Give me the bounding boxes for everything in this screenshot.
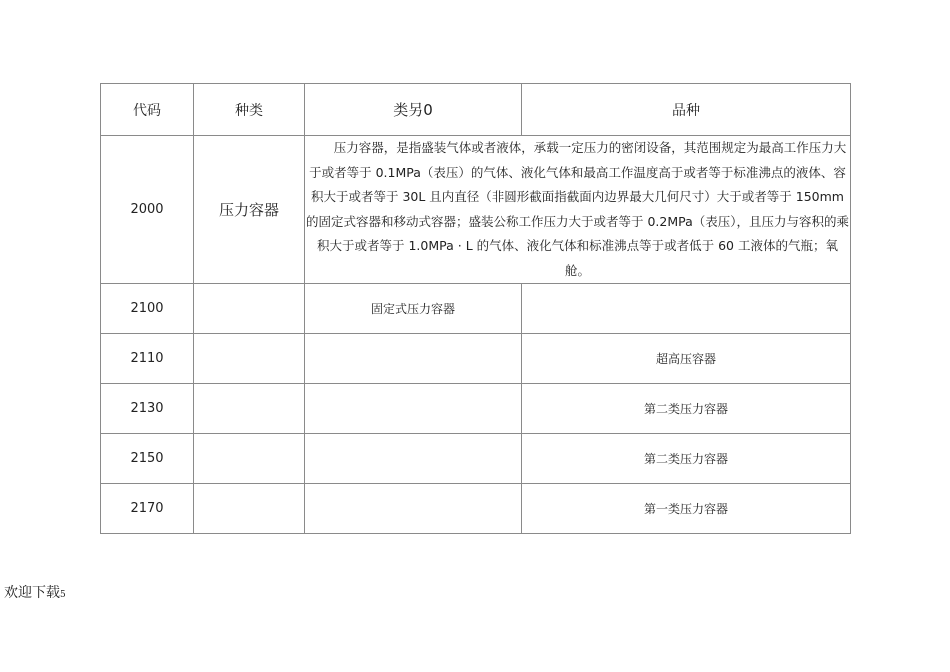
row-code: 2000 (101, 136, 194, 284)
row-kind (194, 284, 305, 334)
table-row (101, 284, 851, 334)
footer-note (4, 582, 66, 602)
row-kind (194, 484, 305, 534)
row-category (305, 434, 522, 484)
page-number: 5 (60, 590, 66, 600)
pressure-vessel-table (100, 83, 851, 534)
header-variety: 品种 (522, 84, 851, 136)
header-code: 代码 (101, 84, 194, 136)
row-variety: 第一类压力容器 (522, 484, 851, 534)
header-category: 类另0 (305, 84, 522, 136)
row-description: 压力容器，是指盛装气体或者液体，承载一定压力的密闭设备，其范围规定为最高工作压力大于或者等于 0.1MPa（表压）的气体、液化气体和最高工作温度高于或者等于标准沸点的液体、容积大于或者等于 30L 且内直径（非圆形截面指截面内边界最大几何尺寸）大于或者等于 150mm 的固定式容器和移动式容器；盛装公称工作压力大于或者等于 0.2MPa（表压），且压力与容积的乘积大于或者等于 1.0MPa · L 的气体、液化气体和标准沸点等于或者低于 60 工液体的气瓶；氧舱。 (305, 136, 851, 284)
table-row (101, 136, 851, 284)
row-variety: 第二类压力容器 (522, 434, 851, 484)
table-header-row (101, 84, 851, 136)
row-category (305, 334, 522, 384)
row-category (305, 484, 522, 534)
row-variety: 第二类压力容器 (522, 384, 851, 434)
row-kind: 压力容器 (194, 136, 305, 284)
row-kind (194, 334, 305, 384)
row-kind (194, 434, 305, 484)
table-row (101, 484, 851, 534)
row-code: 2130 (101, 384, 194, 434)
row-kind (194, 384, 305, 434)
table-row (101, 384, 851, 434)
row-variety (522, 284, 851, 334)
table-row (101, 434, 851, 484)
row-code: 2110 (101, 334, 194, 384)
row-variety: 超高压容器 (522, 334, 851, 384)
table-row (101, 334, 851, 384)
row-category (305, 384, 522, 434)
footer-text: 欢迎下载 (4, 585, 60, 601)
row-category: 固定式压力容器 (305, 284, 522, 334)
row-code: 2100 (101, 284, 194, 334)
row-code: 2170 (101, 484, 194, 534)
row-code: 2150 (101, 434, 194, 484)
header-kind: 种类 (194, 84, 305, 136)
